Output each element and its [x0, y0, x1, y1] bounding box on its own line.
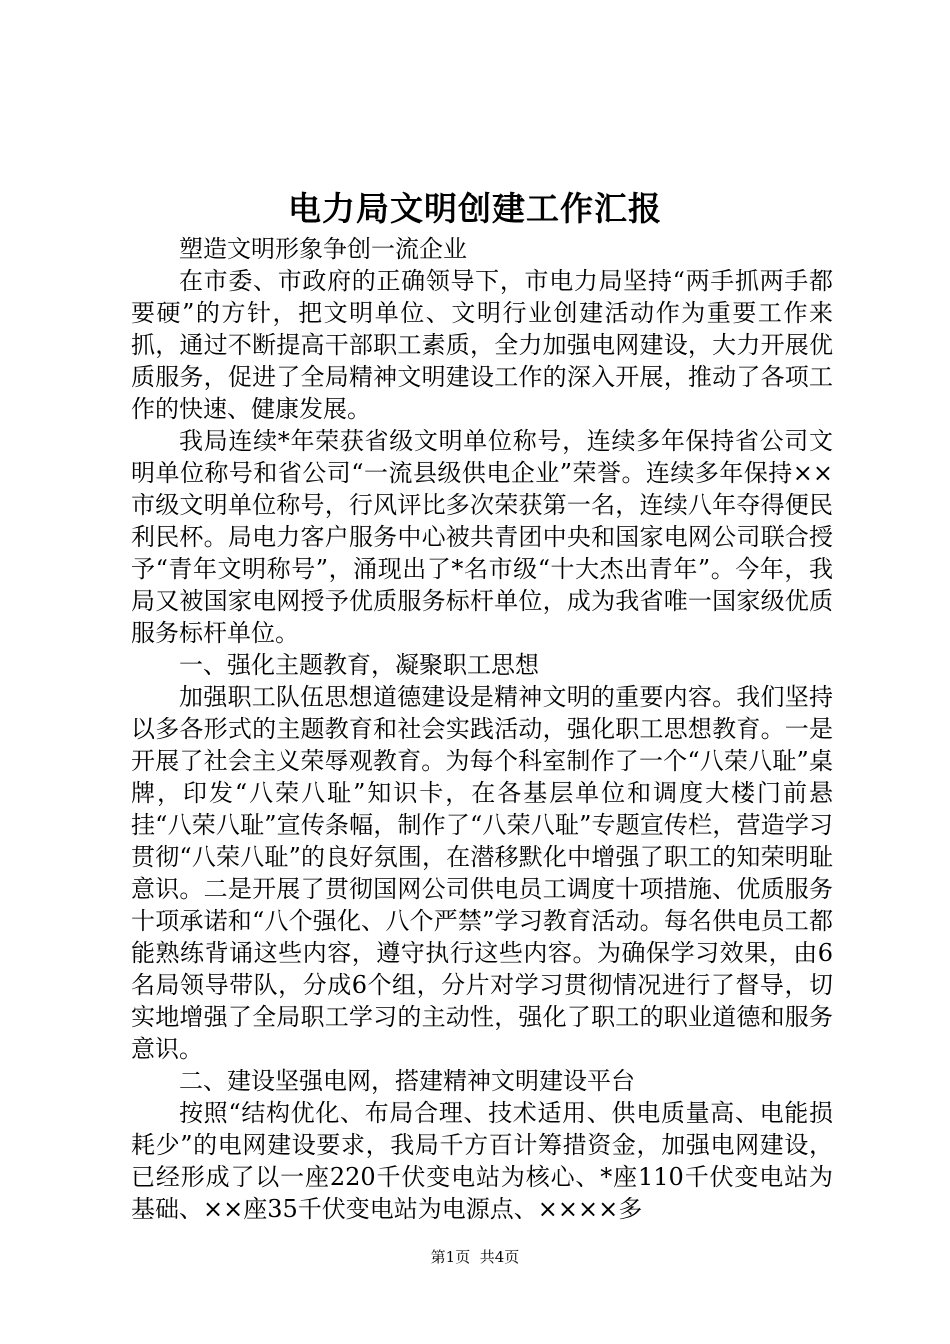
page-number: 第1页	[430, 1248, 471, 1266]
section-heading: 二、建设坚强电网，搭建精神文明建设平台	[179, 1067, 635, 1095]
body-paragraph: 按照“结构优化、布局合理、技术适用、供电质量高、电能损耗少”的电网建设要求，我局千方百计筹措资金，加强电网建设，已经形成了以一座220千伏变电站为核心、*座110千伏变电站为基础、××座35千伏变电站为电源点、××××多	[131, 1099, 833, 1223]
body-paragraph: 我局连续*年荣获省级文明单位称号，连续多年保持省公司文明单位称号和省公司“一流县级供电企业”荣誉。连续多年保持××市级文明单位称号，行风评比多次荣获第一名，连续八年夺得便民利民杯。局电力客户服务中心被共青团中央和国家电网公司联合授予“青年文明称号”，涌现出了*名市级“十大杰出青年”。今年，我局又被国家电网授予优质服务标杆单位，成为我省唯一国家级优质服务标杆单位。	[131, 427, 833, 647]
page-footer	[0, 1247, 950, 1267]
body-paragraph: 加强职工队伍思想道德建设是精神文明的重要内容。我们坚持以多各形式的主题教育和社会实践活动，强化职工思想教育。一是开展了社会主义荣辱观教育。为每个科室制作了一个“八荣八耻”桌牌，印发“八荣八耻”知识卡，在各基层单位和调度大楼门前悬挂“八荣八耻”宣传条幅，制作了“八荣八耻”专题宣传栏，营造学习贯彻“八荣八耻”的良好氛围，在潜移默化中增强了职工的知荣明耻意识。二是开展了贯彻国网公司供电员工调度十项措施、优质服务十项承诺和“八个强化、八个严禁”学习教育活动。每名供电员工都能熟练背诵这些内容，遵守执行这些内容。为确保学习效果，由6名局领导带队，分成6个组，分片对学习贯彻情况进行了督导，切实地增强了全局职工学习的主动性，强化了职工的职业道德和服务意识。	[131, 683, 833, 1063]
subtitle-paragraph: 塑造文明形象争创一流企业	[179, 235, 467, 263]
document-body	[131, 233, 833, 1225]
section-heading: 一、强化主题教育，凝聚职工思想	[179, 651, 539, 679]
page-total: 共4页	[479, 1248, 520, 1266]
document-title: 电力局文明创建工作汇报	[288, 189, 662, 228]
footer-spacer	[470, 1248, 480, 1266]
body-paragraph: 在市委、市政府的正确领导下，市电力局坚持“两手抓两手都要硬”的方针，把文明单位、文明行业创建活动作为重要工作来抓，通过不断提高干部职工素质，全力加强电网建设，大力开展优质服务，促进了全局精神文明建设工作的深入开展，推动了各项工作的快速、健康发展。	[131, 267, 833, 423]
